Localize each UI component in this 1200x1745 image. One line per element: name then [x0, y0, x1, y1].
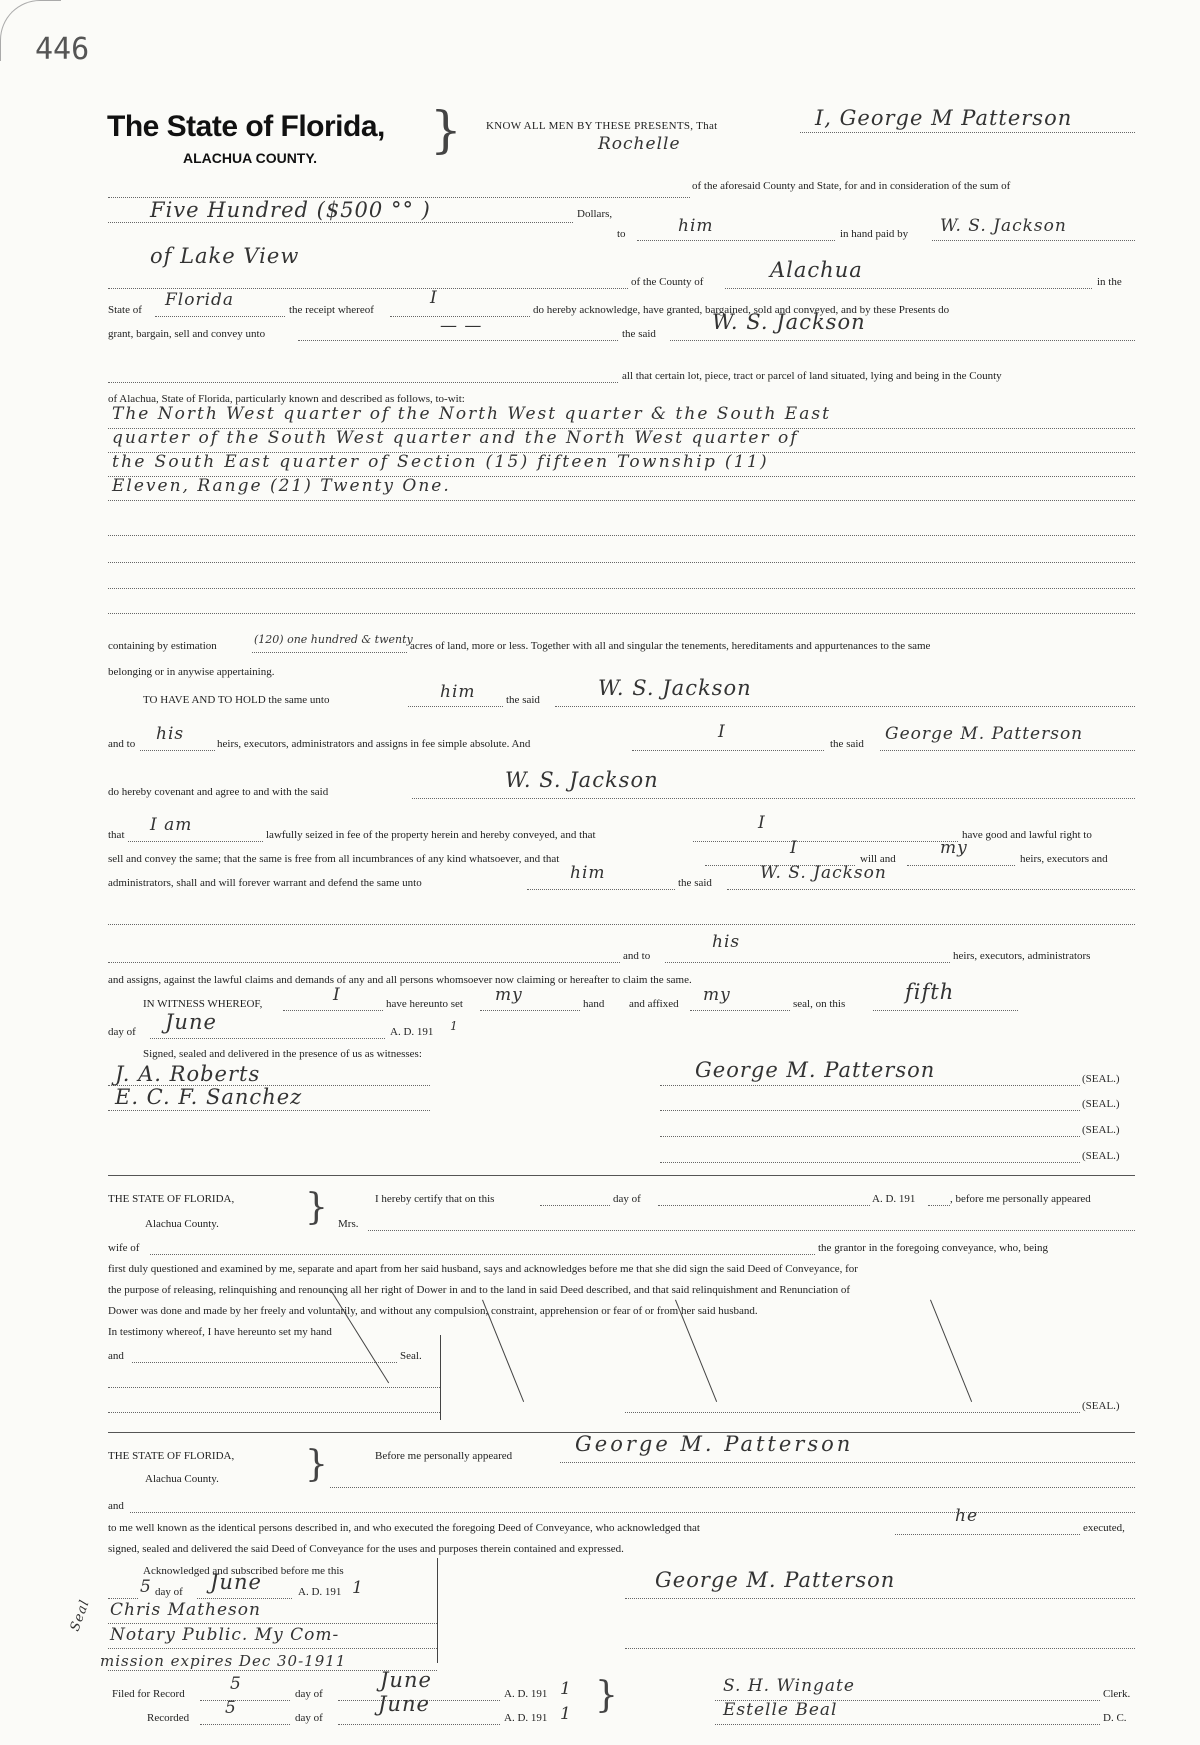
- heirs-exec-adm-text: heirs, executors, administrators: [953, 950, 1091, 962]
- line: [895, 1534, 1080, 1535]
- wife-of-text: wife of: [108, 1242, 140, 1254]
- wife-day-of-text: day of: [613, 1193, 641, 1205]
- know-all-text: KNOW ALL MEN BY THESE PRESENTS, That: [486, 120, 718, 132]
- in-the-text: in the: [1097, 276, 1122, 288]
- line: [412, 798, 1135, 799]
- certify-text: I hereby certify that on this: [375, 1193, 495, 1205]
- fifth-handwriting: fifth: [905, 980, 955, 1004]
- to-whom-handwriting: him: [678, 216, 714, 236]
- of-alachua-text: of Alachua, State of Florida, particularly known and described as follows, to-wit:: [108, 393, 465, 405]
- line: [108, 588, 1135, 589]
- grantor-line: [800, 132, 1135, 133]
- line: [108, 1598, 138, 1599]
- wife-seal2-text: (SEAL.): [1082, 1400, 1120, 1412]
- have-hereunto-text: have hereunto set: [386, 998, 463, 1010]
- to-have-text: TO HAVE AND TO HOLD the same unto: [143, 694, 330, 706]
- recorded-day-handwriting: 5: [225, 1698, 237, 1718]
- said-jackson-handwriting: W. S. Jackson: [598, 676, 752, 700]
- filed-year-handwriting: 1: [560, 1679, 572, 1699]
- year-digit-handwriting: 1: [450, 1019, 459, 1033]
- unto-dash: — —: [440, 316, 483, 336]
- will-and-text: will and: [860, 853, 896, 865]
- line: [108, 1412, 440, 1413]
- ack-day-handwriting: 5: [140, 1577, 152, 1597]
- notary-bracket: [437, 1558, 438, 1663]
- my-handwriting: my: [940, 838, 968, 858]
- line: [108, 1387, 440, 1388]
- to-text: to: [617, 228, 626, 240]
- containing-text: containing by estimation: [108, 640, 217, 652]
- line: [727, 889, 1135, 890]
- said-text: the said: [506, 694, 540, 706]
- dc-text: D. C.: [1103, 1712, 1127, 1724]
- line: [108, 1623, 437, 1624]
- that-text: that: [108, 829, 125, 841]
- executed-text: executed,: [1083, 1522, 1125, 1534]
- county-of-text: of the County of: [631, 276, 704, 288]
- line: [108, 1648, 437, 1649]
- witness2-handwriting: E. C. F. Sanchez: [115, 1085, 303, 1109]
- clerk-text: Clerk.: [1103, 1688, 1131, 1700]
- said-patterson-handwriting: George M. Patterson: [885, 724, 1084, 744]
- lawfully-text: lawfully seized in fee of the property herein and hereby conveyed, and that: [266, 829, 596, 841]
- his2-handwriting: his: [712, 932, 741, 952]
- acres-handwriting: (120) one hundred & twenty: [254, 633, 413, 646]
- description-line-4: Eleven, Range (21) Twenty One.: [112, 476, 451, 496]
- and-i-handwriting: I: [718, 722, 726, 742]
- and-to2-text: and to: [623, 950, 651, 962]
- line: [625, 1648, 1135, 1649]
- said-text: the said: [678, 877, 712, 889]
- line: [625, 1412, 1080, 1413]
- recorded-ad-text: A. D. 191: [504, 1712, 548, 1724]
- ack-month-handwriting: June: [210, 1570, 262, 1594]
- notary-expires-handwriting: mission expires Dec 30-1911: [100, 1652, 347, 1670]
- paid-by-handwriting: W. S. Jackson: [940, 216, 1067, 236]
- line: [660, 1110, 1080, 1111]
- sell-convey-text: sell and convey the same; that the same is free from all incumbrances of any kind whatsoever, and that: [108, 853, 560, 865]
- strike-mark: [330, 1289, 389, 1383]
- line: [555, 706, 1135, 707]
- lake-view-handwriting: of Lake View: [150, 244, 300, 268]
- seal-label: (SEAL.): [1082, 1150, 1120, 1162]
- filed-month-handwriting: June: [380, 1668, 432, 1692]
- do-hereby-text: do hereby acknowledge, have granted, bargained, sold and conveyed, and by these Presents do: [533, 304, 950, 316]
- ack-ad-text: A. D. 191: [298, 1586, 342, 1598]
- known-text: to me well known as the identical persons described in, and who executed the foregoing Deed of Conveyance, who acknowledged that: [108, 1522, 700, 1534]
- grantor-handwriting: I, George M Patterson: [815, 106, 1073, 130]
- line: [150, 1254, 815, 1255]
- line: [660, 1136, 1080, 1137]
- line: [880, 750, 1135, 751]
- seal-label: (SEAL.): [1082, 1098, 1120, 1110]
- wife-line-1: first duly questioned and examined by me, separate and apart from her said husband, says and acknowledges before me that she did sign the said Deed of Conveyance, for: [108, 1263, 858, 1275]
- line: [108, 222, 573, 223]
- line: [670, 340, 1135, 341]
- ack-year-handwriting: 1: [352, 1578, 364, 1598]
- line: [660, 1162, 1080, 1163]
- wife-county-text: Alachua County.: [145, 1218, 219, 1230]
- line: [907, 865, 1015, 866]
- mrs-text: Mrs.: [338, 1218, 359, 1230]
- grant-bargain-text: grant, bargain, sell and convey unto: [108, 328, 266, 340]
- line: [108, 288, 628, 289]
- filed-day-of-text: day of: [295, 1688, 323, 1700]
- page-number: 446: [35, 32, 90, 67]
- line: [690, 1010, 790, 1011]
- witness1-handwriting: J. A. Roberts: [115, 1062, 261, 1086]
- seal-bracket: [440, 1335, 441, 1420]
- state-title: The State of Florida,: [107, 110, 385, 143]
- wife-grantor-text: the grantor in the foregoing conveyance, who, being: [818, 1242, 1049, 1254]
- dc-signature: Estelle Beal: [723, 1700, 838, 1720]
- receipt-text: the receipt whereof: [289, 304, 374, 316]
- signature-handwriting: George M. Patterson: [695, 1058, 936, 1082]
- notary-name-handwriting: Chris Matheson: [110, 1600, 261, 1620]
- line: [725, 288, 1092, 289]
- line: [252, 652, 407, 653]
- june-handwriting: June: [165, 1010, 217, 1034]
- recorded-day-of-text: day of: [295, 1712, 323, 1724]
- description-line-1: The North West quarter of the North West quarter & the South East: [112, 404, 831, 424]
- line: [150, 1038, 385, 1039]
- unto-him2-handwriting: him: [570, 863, 606, 883]
- line: [932, 240, 1135, 241]
- strike-mark: [930, 1300, 972, 1402]
- seal-on-this-text: seal, on this: [793, 998, 846, 1010]
- ack-brace: }: [305, 1444, 328, 1485]
- wife-seal-text: Seal.: [400, 1350, 422, 1362]
- line: [632, 750, 824, 751]
- receipt-i-handwriting: I: [430, 288, 438, 308]
- line: [665, 962, 950, 963]
- ack-signature-handwriting: George M. Patterson: [655, 1568, 896, 1592]
- ack-state-text: THE STATE OF FLORIDA,: [108, 1450, 235, 1462]
- divider: [108, 1175, 1135, 1176]
- ack-before-me-text: Before me personally appeared: [375, 1450, 513, 1462]
- heirs-exec-text: heirs, executors, administrators and assigns in fee simple absolute. And: [217, 738, 531, 750]
- testimony-text: In testimony whereof, I have hereunto set my hand: [108, 1326, 332, 1338]
- ad-1911-text: A. D. 191: [390, 1026, 434, 1038]
- line: [140, 750, 215, 751]
- witness-i-handwriting: I: [333, 985, 341, 1005]
- and-that-i-handwriting: I: [790, 838, 798, 858]
- filed-text: Filed for Record: [112, 1688, 185, 1700]
- line: [928, 1205, 950, 1206]
- have-good-text: have good and lawful right to: [962, 829, 1092, 841]
- ack-signed-text: signed, sealed and delivered the said Deed of Conveyance for the uses and purposes therein contained and expressed.: [108, 1543, 624, 1555]
- line: [715, 1724, 1100, 1725]
- day-of-text: day of: [108, 1026, 136, 1038]
- line: [108, 613, 1135, 614]
- heirs-exec-and-text: heirs, executors and: [1020, 853, 1108, 865]
- county-handwriting: Alachua: [770, 258, 863, 282]
- wife-ad-text: A. D. 191: [872, 1193, 916, 1205]
- notary-title-handwriting: Notary Public. My Com-: [110, 1625, 340, 1645]
- clerk-signature: S. H. Wingate: [723, 1676, 855, 1696]
- line: [625, 1598, 1135, 1599]
- hand-text: hand: [583, 998, 605, 1010]
- line: [658, 1205, 870, 1206]
- acres-text: acres of land, more or less. Together with all and singular the tenements, hereditaments and appurtenances to the same: [410, 640, 931, 652]
- line: [693, 841, 958, 842]
- wife-line-3: Dower was done and made by her freely and voluntarily, and without any compulsion, constraint, apprehension or fear of or from her said husband.: [108, 1305, 758, 1317]
- filing-brace: }: [595, 1675, 618, 1716]
- state-of-text: State of: [108, 304, 142, 316]
- ack1-text: Acknowledged and subscribed before me this: [143, 1565, 344, 1577]
- affixed-my-handwriting: my: [703, 985, 731, 1005]
- line: [338, 1724, 500, 1725]
- administrators-text: administrators, shall and will forever warrant and defend the same unto: [108, 877, 422, 889]
- line: [128, 841, 263, 842]
- line: [108, 535, 1135, 536]
- recorded-year-handwriting: 1: [560, 1704, 572, 1724]
- all-that-certain-text: all that certain lot, piece, tract or parcel of land situated, lying and being in the County: [622, 370, 1002, 382]
- paid-by-text: in hand paid by: [840, 228, 909, 240]
- description-line-2: quarter of the South West quarter and the North West quarter of: [112, 428, 799, 448]
- line: [108, 562, 1135, 563]
- line: [200, 1700, 290, 1701]
- grantee-handwriting: W. S. Jackson: [712, 310, 866, 334]
- line: [197, 1598, 292, 1599]
- line: [408, 706, 503, 707]
- filed-day-handwriting: 5: [230, 1674, 242, 1694]
- set-my-handwriting: my: [495, 985, 523, 1005]
- grantor-place: Rochelle: [598, 134, 681, 154]
- county-title: ALACHUA COUNTY.: [183, 150, 318, 166]
- said-jackson2-handwriting: W. S. Jackson: [760, 863, 887, 883]
- wife-and-text: and: [108, 1350, 124, 1362]
- notary-seal-mark: Seal: [67, 1597, 93, 1634]
- seal-label: (SEAL.): [1082, 1073, 1120, 1085]
- line: [527, 889, 675, 890]
- seal-label: (SEAL.): [1082, 1124, 1120, 1136]
- state-handwriting: Florida: [165, 290, 235, 310]
- ack-and-text: and: [108, 1500, 124, 1512]
- description-line-3: the South East quarter of Section (15) fifteen Township (11): [112, 452, 769, 472]
- filed-ad-text: A. D. 191: [504, 1688, 548, 1700]
- recorded-text: Recorded: [147, 1712, 190, 1724]
- the-said-text: the said: [622, 328, 656, 340]
- belonging-text: belonging or in anywise appertaining.: [108, 666, 275, 678]
- line: [873, 1010, 1018, 1011]
- i-am-handwriting: I am: [150, 815, 193, 835]
- line: [108, 500, 1135, 501]
- unto-him-handwriting: him: [440, 682, 476, 702]
- line: [560, 1462, 1135, 1463]
- line: [298, 340, 618, 341]
- line: [480, 1010, 580, 1011]
- in-witness-text: IN WITNESS WHEREOF,: [143, 998, 263, 1010]
- ack-day-text: day of: [155, 1586, 183, 1598]
- covenant-jackson-handwriting: W. S. Jackson: [505, 768, 659, 792]
- ack-county-text: Alachua County.: [145, 1473, 219, 1485]
- line: [368, 1230, 1135, 1231]
- that-i-handwriting: I: [758, 813, 766, 833]
- line: [108, 924, 1135, 925]
- wife-state-text: THE STATE OF FLORIDA,: [108, 1193, 235, 1205]
- line: [200, 1724, 290, 1725]
- said-text: the said: [830, 738, 864, 750]
- appeared-handwriting: George M. Patterson: [575, 1432, 854, 1456]
- line: [637, 240, 835, 241]
- before-me-text: , before me personally appeared: [950, 1193, 1091, 1205]
- covenant-text: do hereby covenant and agree to and with the said: [108, 786, 329, 798]
- he-handwriting: he: [955, 1506, 979, 1526]
- signed-sealed-text: Signed, sealed and delivered in the presence of us as witnesses:: [143, 1048, 422, 1060]
- line: [540, 1205, 610, 1206]
- line: [132, 1362, 397, 1363]
- line: [660, 1085, 1080, 1086]
- line: [283, 1010, 383, 1011]
- and-affixed-text: and affixed: [629, 998, 679, 1010]
- wife-line-2: the purpose of releasing, relinquishing and renouncing all her right of Dower in and to the land in said Deed described, and that said relinquishment and Renunciation of: [108, 1284, 850, 1296]
- header-brace: }: [430, 101, 462, 159]
- and-assigns-text: and assigns, against the lawful claims and demands of any and all persons whomsoever now claiming or hereafter to claim the same.: [108, 974, 692, 986]
- his-handwriting: his: [156, 724, 185, 744]
- sum-handwriting: Five Hundred ($500 °° ): [150, 198, 431, 222]
- line: [108, 1110, 430, 1111]
- line: [108, 962, 620, 963]
- and-to-text: and to: [108, 738, 136, 750]
- line: [330, 1487, 1135, 1488]
- aforesaid-text: of the aforesaid County and State, for and in consideration of the sum of: [692, 180, 1011, 192]
- dollars-text: Dollars,: [577, 208, 613, 220]
- line: [130, 1512, 1135, 1513]
- recorded-month-handwriting: June: [378, 1692, 430, 1716]
- line: [108, 382, 618, 383]
- wife-brace: }: [305, 1187, 328, 1228]
- line: [155, 316, 285, 317]
